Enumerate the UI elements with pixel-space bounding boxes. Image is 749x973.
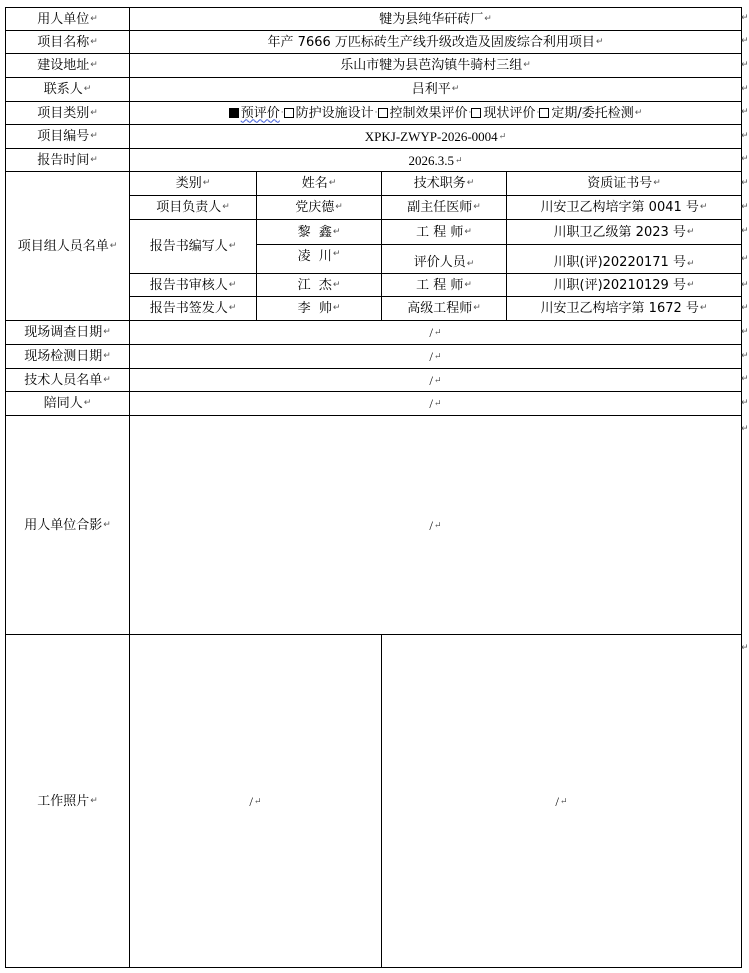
label-address: 建设地址 ↵ bbox=[37, 58, 98, 73]
row-end-mark: ↵ bbox=[741, 154, 749, 164]
row-end-mark: ↵ bbox=[741, 254, 749, 264]
label-project-no: 项目编号 ↵ bbox=[37, 129, 98, 144]
team-role-writer: 报告书编写人 ↵ bbox=[149, 239, 237, 254]
row-end-mark: ↵ bbox=[741, 327, 749, 337]
row-end-mark: ↵ bbox=[741, 178, 749, 188]
group-photo-area: / ↵ bbox=[429, 517, 442, 533]
team-row-title: 工 程 师 ↵ bbox=[416, 224, 472, 240]
row-end-mark: ↵ bbox=[741, 60, 749, 70]
value-address: 乐山市犍为县芭沟镇牛骑村三组 ↵ bbox=[340, 58, 531, 73]
row-end-mark: ↵ bbox=[741, 107, 749, 117]
category-option-protection-design[interactable]: 防护设施设计 bbox=[284, 107, 374, 120]
checkbox-checked-icon bbox=[229, 108, 239, 118]
value-test-date: / ↵ bbox=[429, 349, 442, 364]
label-escort: 陪同人 ↵ bbox=[43, 396, 92, 411]
team-role-issuer: 报告书签发人 ↵ bbox=[149, 301, 237, 316]
checkbox-icon bbox=[284, 108, 294, 118]
row-end-mark: ↵ bbox=[741, 226, 749, 236]
label-tech-staff: 技术人员名单 ↵ bbox=[24, 372, 111, 388]
category-option-periodic-testing[interactable]: 定期/委托检测 bbox=[539, 107, 633, 120]
label-survey-date: 现场调查日期 ↵ bbox=[24, 325, 111, 340]
team-header-name: 姓名 ↵ bbox=[301, 176, 337, 191]
category-option-control-effect[interactable]: 控制效果评价 bbox=[378, 107, 468, 120]
team-header-title: 技术职务 ↵ bbox=[413, 176, 475, 191]
label-group-photo: 用人单位合影 ↵ bbox=[24, 517, 111, 533]
row-end-mark: ↵ bbox=[741, 374, 749, 384]
team-row-name: 李 帅 ↵ bbox=[297, 301, 341, 316]
team-row-name: 黎 鑫 ↵ bbox=[297, 224, 341, 240]
work-photo-area-1: / ↵ bbox=[249, 793, 262, 809]
team-header-cert: 资质证书号 ↵ bbox=[587, 176, 661, 191]
team-row-name: 党庆德 ↵ bbox=[295, 200, 343, 215]
team-row-title: 副主任医师 ↵ bbox=[407, 200, 481, 215]
row-end-mark: ↵ bbox=[741, 643, 749, 653]
rule bbox=[5, 967, 741, 968]
checkbox-icon bbox=[471, 108, 481, 118]
rule bbox=[741, 7, 742, 968]
label-project-name: 项目名称 ↵ bbox=[37, 34, 98, 50]
work-photo-area-2: / ↵ bbox=[555, 793, 568, 809]
row-end-mark: ↵ bbox=[741, 13, 749, 23]
row-end-mark: ↵ bbox=[741, 424, 749, 434]
row-end-mark: ↵ bbox=[741, 84, 749, 94]
label-contact: 联系人 ↵ bbox=[43, 82, 92, 97]
row-end-mark: ↵ bbox=[741, 36, 749, 46]
team-role-lead: 项目负责人 ↵ bbox=[156, 200, 230, 215]
row-end-mark: ↵ bbox=[741, 398, 749, 408]
team-row-cert: 川职卫乙级第 2023 号 ↵ bbox=[553, 224, 695, 240]
team-row-cert: 川职(评)20210129 号 ↵ bbox=[553, 277, 695, 293]
row-end-mark: ↵ bbox=[741, 303, 749, 313]
label-test-date: 现场检测日期 ↵ bbox=[24, 349, 111, 364]
row-end-mark: ↵ bbox=[741, 351, 749, 361]
value-tech-staff: / ↵ bbox=[429, 372, 442, 388]
team-header-role: 类别 ↵ bbox=[175, 176, 211, 191]
team-row-cert: 川职(评)20220171 号 ↵ bbox=[553, 255, 695, 270]
value-project-name: 年产 7666 万匹标砖生产线升级改造及固废综合利用项目 ↵ bbox=[267, 34, 604, 50]
category-option-pre-evaluation[interactable]: 预评价 bbox=[229, 107, 280, 120]
value-project-no: XPKJ-ZWYP-2026-0004 ↵ bbox=[364, 129, 507, 144]
checkbox-icon bbox=[539, 108, 549, 118]
category-option-status-evaluation[interactable]: 现状评价 bbox=[471, 107, 535, 120]
team-row-cert: 川安卫乙构培字第 0041 号 ↵ bbox=[540, 200, 708, 215]
label-employer: 用人单位 ↵ bbox=[37, 11, 98, 27]
value-employer: 犍为县纯华矸砖厂 ↵ bbox=[379, 11, 492, 27]
team-role-reviewer: 报告书审核人 ↵ bbox=[149, 277, 237, 293]
category-options: 预评价 · 防护设施设计 · 控制效果评价 · 现状评价 · 定期/委托检测 ↵ bbox=[130, 102, 741, 124]
label-category: 项目类别 ↵ bbox=[37, 105, 98, 121]
team-row-name: 江 杰 ↵ bbox=[297, 277, 341, 293]
value-survey-date: / ↵ bbox=[429, 325, 442, 340]
label-team: 项目组人员名单 ↵ bbox=[17, 238, 118, 254]
value-report-time: 2026.3.5 ↵ bbox=[408, 152, 463, 168]
row-end-mark: ↵ bbox=[741, 280, 749, 290]
team-row-title: 工 程 师 ↵ bbox=[416, 277, 472, 293]
team-row-title: 评价人员 ↵ bbox=[413, 255, 475, 270]
row-end-mark: ↵ bbox=[741, 131, 749, 141]
value-contact: 吕利平 ↵ bbox=[411, 82, 460, 97]
team-row-title: 高级工程师 ↵ bbox=[407, 301, 481, 316]
value-escort: / ↵ bbox=[429, 396, 442, 411]
team-row-name: 凌 川 ↵ bbox=[297, 249, 341, 264]
team-row-cert: 川安卫乙构培字第 1672 号 ↵ bbox=[540, 301, 708, 316]
label-work-photo: 工作照片 ↵ bbox=[37, 793, 98, 809]
checkbox-icon bbox=[378, 108, 388, 118]
label-report-time: 报告时间 ↵ bbox=[37, 152, 98, 168]
row-end-mark: ↵ bbox=[741, 202, 749, 212]
